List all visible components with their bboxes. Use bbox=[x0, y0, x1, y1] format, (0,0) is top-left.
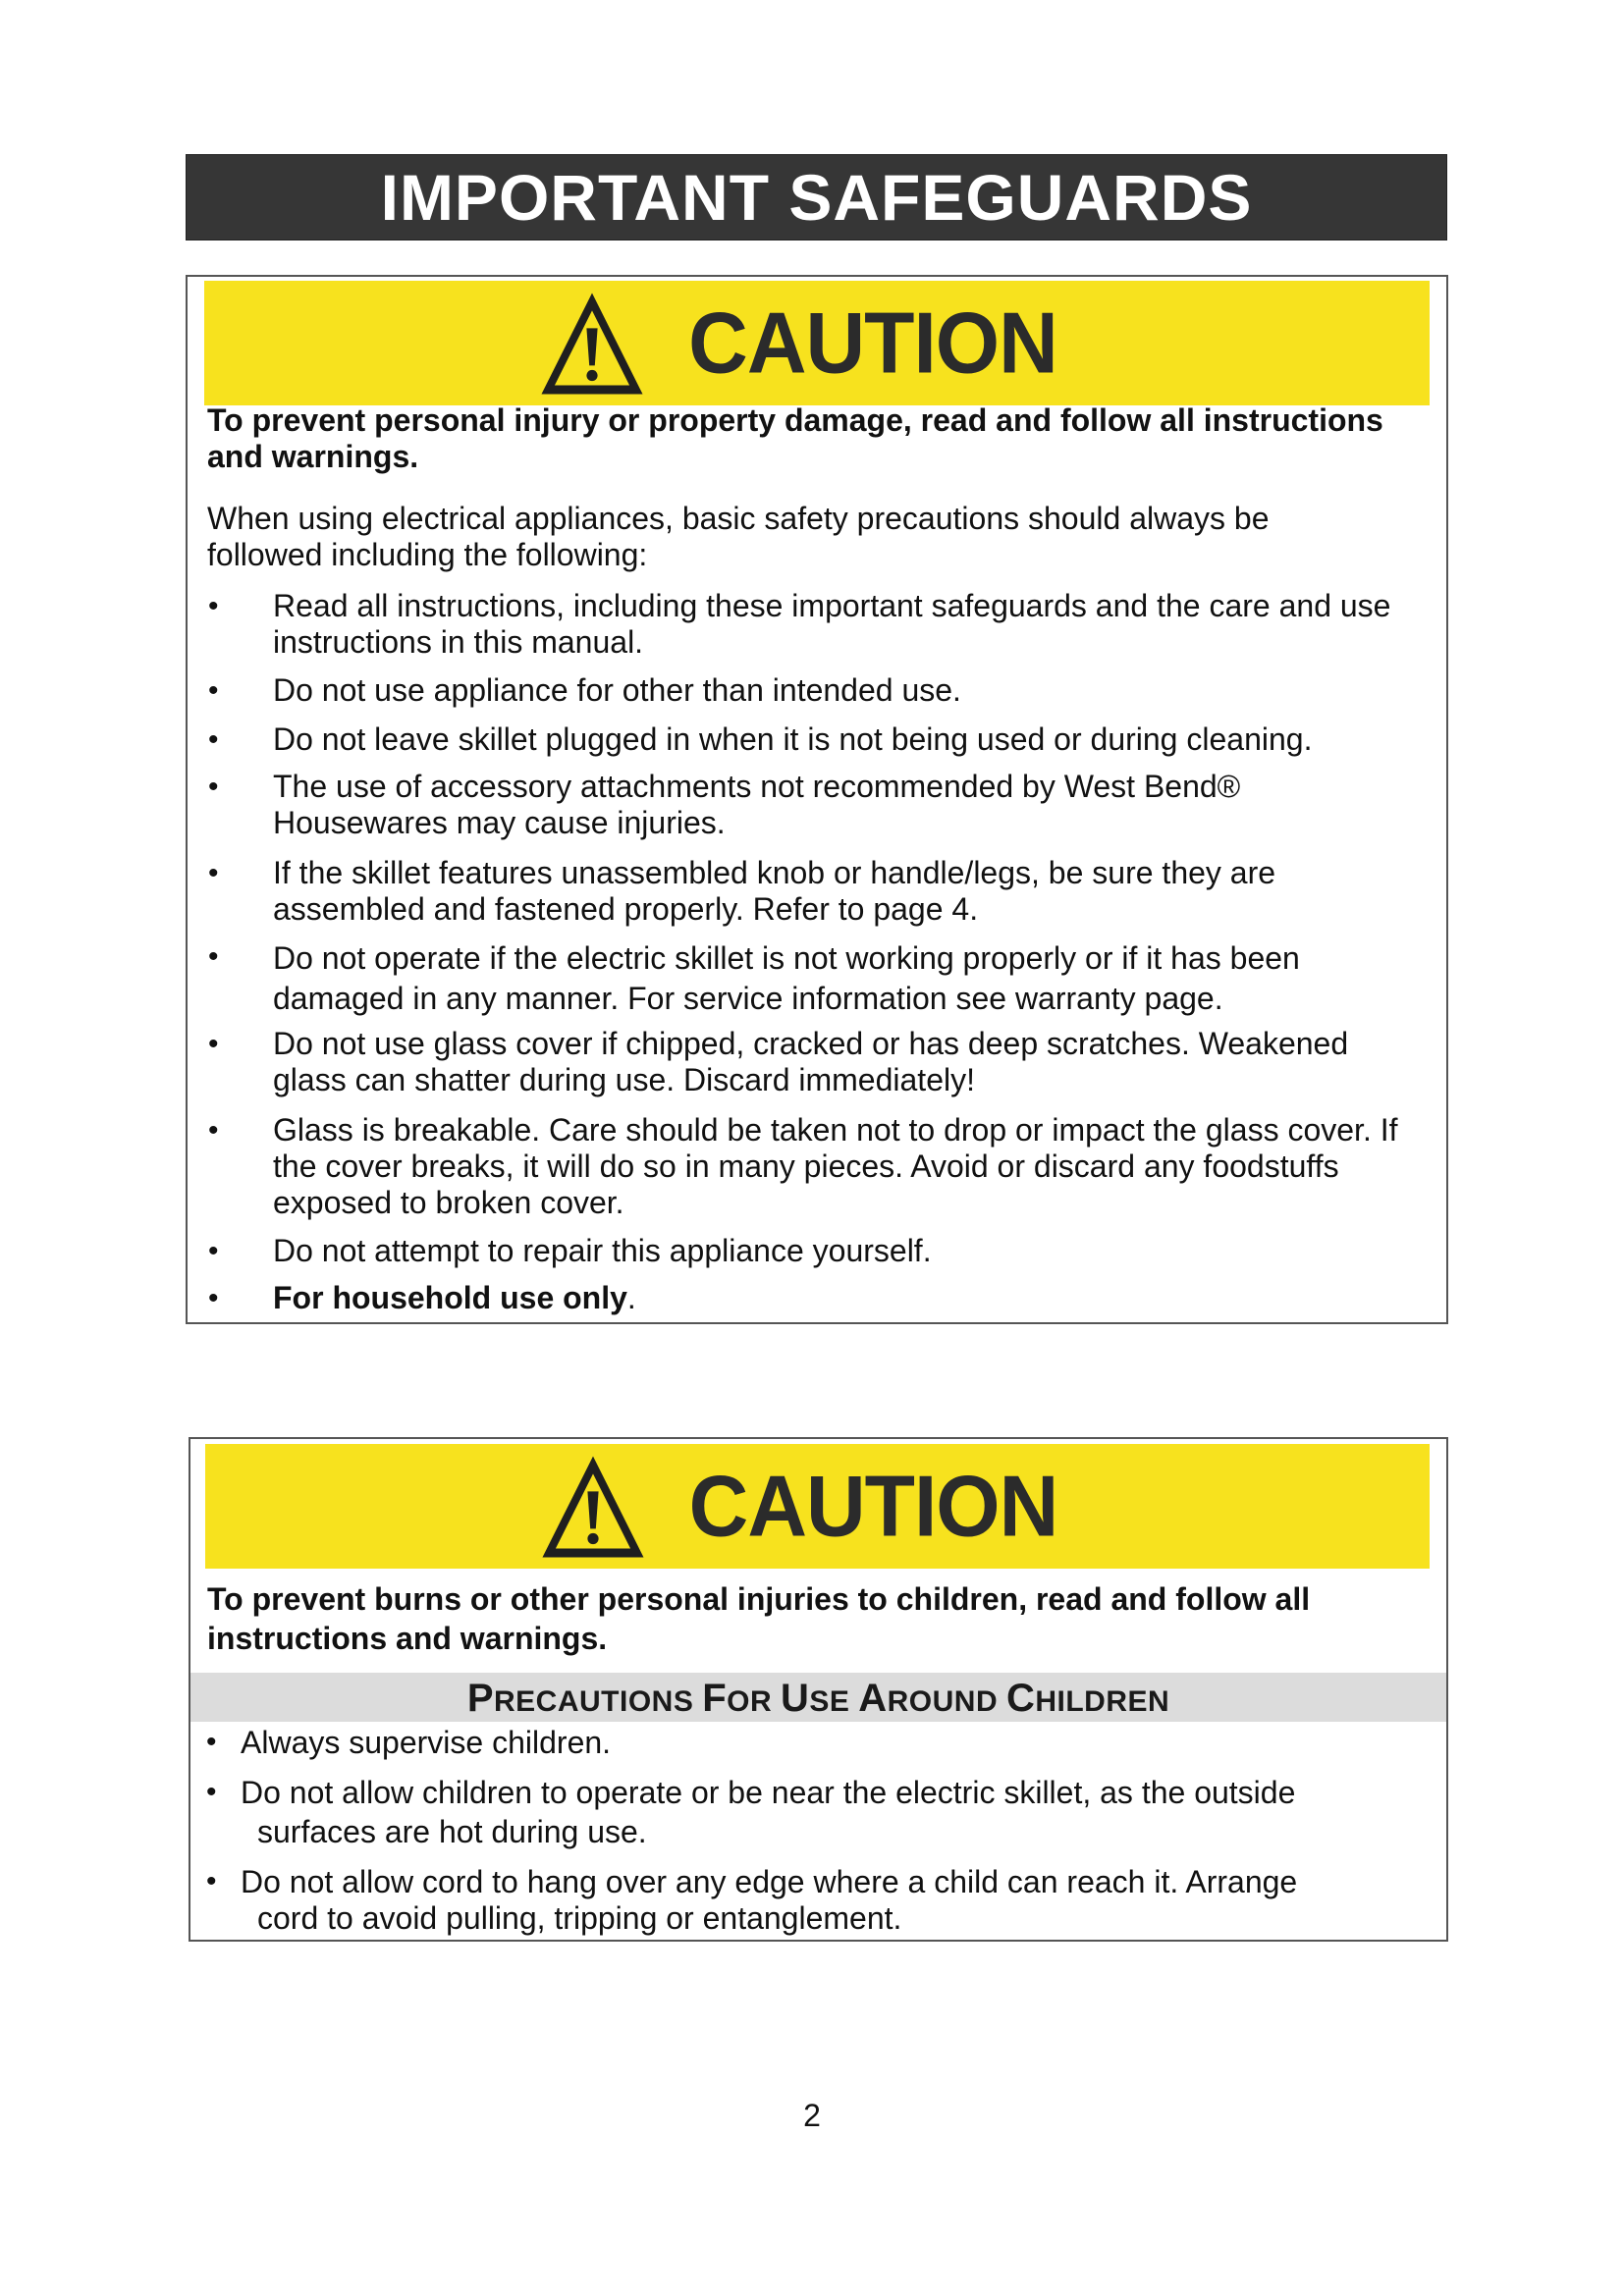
bullet: • bbox=[208, 674, 219, 707]
warning-triangle-icon bbox=[537, 289, 647, 399]
caution-label: CAUTION bbox=[688, 1457, 1058, 1555]
bullet: • bbox=[206, 1726, 217, 1758]
household-use-emphasis: For household use only bbox=[273, 1280, 627, 1315]
heading-cap: P bbox=[466, 1677, 494, 1720]
heading-cap: U bbox=[780, 1677, 810, 1720]
bullet: • bbox=[208, 1235, 219, 1267]
page-number: 2 bbox=[803, 2098, 821, 2133]
heading-cap: C bbox=[1005, 1677, 1036, 1720]
caution-banner bbox=[204, 281, 1430, 405]
heading-smallcaps: HILDREN bbox=[1035, 1685, 1170, 1718]
bullet: • bbox=[208, 1028, 219, 1060]
list-item-text: Always supervise children. bbox=[241, 1725, 612, 1760]
list-item-text-continuation: cord to avoid pulling, tripping or entanglement. bbox=[257, 1900, 902, 1936]
caution-box-children bbox=[189, 1437, 1448, 1942]
list-item-text: If the skillet features unassembled knob or handle/legs, be sure they are assembled and fastened properly. Refer to page 4. bbox=[273, 855, 1276, 927]
heading-cap: A bbox=[858, 1677, 888, 1720]
bullet: • bbox=[208, 590, 219, 622]
list-item-text: The use of accessory attachments not recommended by West Bend® Housewares may cause injuries. bbox=[273, 769, 1241, 840]
warning-triangle-icon bbox=[538, 1452, 648, 1562]
caution-lead-text: To prevent personal injury or property damage, read and follow all instructions and warnings. bbox=[207, 402, 1383, 474]
bullet: • bbox=[208, 771, 219, 803]
bullet: • bbox=[208, 1114, 219, 1147]
heading-smallcaps: SE bbox=[809, 1685, 859, 1718]
heading-smallcaps: OR bbox=[727, 1685, 781, 1718]
list-item-text-continuation: surfaces are hot during use. bbox=[257, 1814, 647, 1849]
caution-label: CAUTION bbox=[688, 294, 1057, 392]
list-item-text: Do not leave skillet plugged in when it is not being used or during cleaning. bbox=[273, 721, 1313, 757]
list-item-text: Do not attempt to repair this appliance yourself. bbox=[273, 1233, 932, 1268]
bullet: • bbox=[208, 1282, 219, 1314]
bullet: • bbox=[208, 857, 219, 889]
caution-box-general bbox=[186, 275, 1448, 1324]
intro-text: When using electrical appliances, basic safety precautions should always be followed including the following: bbox=[207, 501, 1270, 572]
household-use-tail: . bbox=[626, 1280, 636, 1315]
bullet: • bbox=[208, 940, 219, 973]
list-item-text: Do not use glass cover if chipped, cracked or has deep scratches. Weakened glass can shatter during use. Discard immediately! bbox=[273, 1026, 1349, 1097]
list-item-text bbox=[273, 1280, 1432, 1316]
caution-lead-text: To prevent burns or other personal injuries to children, read and follow all instructions and warnings. bbox=[207, 1581, 1311, 1656]
list-item-text: Glass is breakable. Care should be taken not to drop or impact the glass cover. If the cover breaks, it will do so in many pieces. Avoid or discard any foodstuffs exposed to broken cover. bbox=[273, 1112, 1398, 1220]
list-item-text: Read all instructions, including these important safeguards and the care and use instructions in this manual. bbox=[273, 588, 1391, 660]
list-item-text: Do not allow children to operate or be near the electric skillet, as the outside bbox=[241, 1775, 1296, 1810]
list-item-text: Do not operate if the electric skillet is not working properly or if it has been damaged in any manner. For service information see warranty page. bbox=[273, 940, 1300, 1016]
bullet: • bbox=[208, 723, 219, 756]
caution-banner bbox=[205, 1444, 1430, 1569]
heading-smallcaps: RECAUTIONS bbox=[494, 1685, 703, 1718]
section-heading bbox=[190, 1673, 1446, 1722]
bullet: • bbox=[206, 1776, 217, 1808]
list-item-text: Do not allow cord to hang over any edge where a child can reach it. Arrange bbox=[241, 1864, 1298, 1899]
bullet: • bbox=[206, 1865, 217, 1897]
heading-smallcaps: ROUND bbox=[887, 1685, 1006, 1718]
heading-cap: F bbox=[702, 1677, 728, 1720]
list-item-text: Do not use appliance for other than intended use. bbox=[273, 672, 961, 708]
page-title: IMPORTANT SAFEGUARDS bbox=[186, 154, 1447, 240]
